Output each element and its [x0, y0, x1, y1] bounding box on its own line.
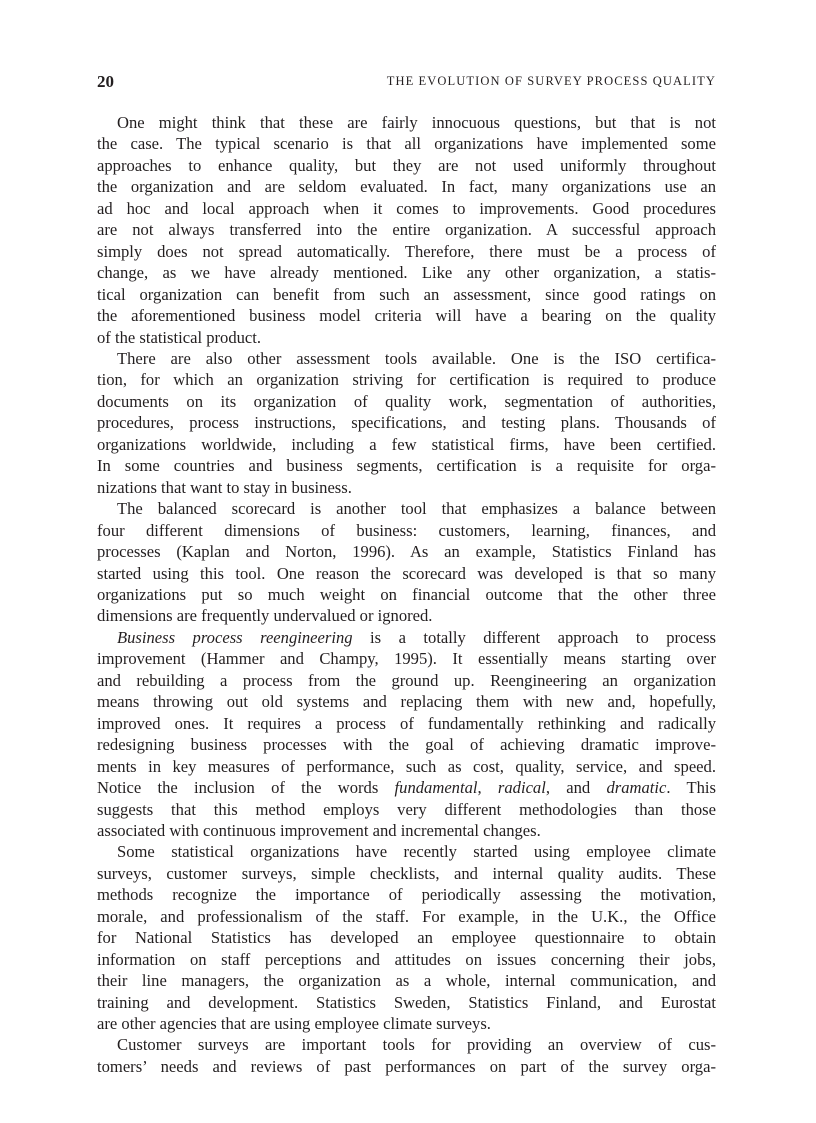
text-segment: , and: [545, 778, 607, 798]
text-line: training and development. Statistics Sweden, Statistics Finland, and Eurostat: [97, 992, 716, 1012]
text-line: means throwing out old systems and replacing them with new and, hopefully,: [97, 692, 716, 712]
text-line: the case. The typical scenario is that all organizations have implemented some: [97, 134, 716, 154]
italic-term: Business process reengineering: [117, 627, 353, 647]
paragraph: [97, 1034, 716, 1077]
text-line: for National Statistics has developed an employee questionnaire to obtain: [97, 928, 716, 948]
text-line: processes (Kaplan and Norton, 1996). As an example, Statistics Finland has: [97, 542, 716, 562]
text-line: four different dimensions of business: customers, learning, finances, and: [97, 520, 716, 540]
paragraph: [97, 348, 716, 498]
text-line: and rebuilding a process from the ground up. Reengineering an organization: [97, 670, 716, 690]
text-line: There are also other assessment tools available. One is the ISO certifica-: [117, 348, 716, 368]
text-line: are not always transferred into the entire organization. A successful approach: [97, 220, 716, 240]
text-line: The balanced scorecard is another tool that emphasizes a balance between: [117, 499, 716, 519]
text-line: Customer surveys are important tools for providing an overview of cus-: [117, 1035, 716, 1055]
text-line: surveys, customer surveys, simple checklists, and internal quality audits. These: [97, 863, 716, 883]
text-line: organizations put so much weight on financial outcome that the other three: [97, 584, 716, 604]
italic-term: radical: [497, 778, 546, 798]
text-line: the aforementioned business model criteria will have a bearing on the quality: [97, 306, 716, 326]
text-line: morale, and professionalism of the staff. For example, in the U.K., the Office: [97, 906, 716, 926]
page-number: 20: [97, 72, 114, 91]
body-text: [97, 112, 716, 1077]
paragraph: [97, 112, 716, 348]
text-line: information on staff perceptions and attitudes on issues concerning their jobs,: [97, 949, 716, 969]
text-line: approaches to enhance quality, but they are not used uniformly throughout: [97, 155, 716, 175]
text-line: organizations worldwide, including a few statistical firms, have been certified.: [97, 434, 716, 454]
text-line: suggests that this method employs very different methodologies than those: [97, 799, 716, 819]
text-line: their line managers, the organization as a whole, internal communication, and: [97, 971, 716, 991]
page-header: [97, 72, 716, 94]
text-line: [97, 627, 716, 648]
text-line: documents on its organization of quality work, segmentation of authorities,: [97, 391, 716, 411]
text-line: are other agencies that are using employee climate surveys.: [97, 1014, 491, 1034]
text-segment: is a totally different approach to process: [352, 627, 717, 647]
text-segment: ,: [477, 778, 498, 798]
text-line: ad hoc and local approach when it comes to improvements. Good procedures: [97, 198, 716, 218]
paragraph: [97, 627, 716, 842]
italic-term: fundamental: [394, 778, 478, 798]
paragraph: [97, 841, 716, 1034]
italic-term: dramatic: [606, 778, 667, 798]
text-line: redesigning business processes with the goal of achieving dramatic improve-: [97, 735, 716, 755]
text-line: One might think that these are fairly innocuous questions, but that is not: [117, 113, 716, 132]
text-line: nizations that want to stay in business.: [97, 477, 352, 497]
text-line: Some statistical organizations have recently started using employee climate: [117, 842, 716, 862]
text-line: improved ones. It requires a process of fundamentally rethinking and radically: [97, 713, 716, 733]
text-line: In some countries and business segments, certification is a requisite for orga-: [97, 456, 716, 476]
text-line: the organization and are seldom evaluated. In fact, many organizations use an: [97, 177, 716, 197]
text-line: of the statistical product.: [97, 327, 262, 347]
text-line: tomers’ needs and reviews of past performances on part of the survey orga-: [97, 1056, 716, 1076]
text-line: procedures, process instructions, specifications, and testing plans. Thousands of: [97, 413, 716, 433]
text-segment: Notice the inclusion of the words: [97, 778, 395, 798]
paragraph: [97, 498, 716, 627]
text-line: simply does not spread automatically. Therefore, there must be a process of: [97, 241, 716, 261]
text-line: [97, 777, 716, 798]
text-line: tion, for which an organization striving for certification is required to produce: [97, 370, 716, 390]
text-line: improvement (Hammer and Champy, 1995). It essentially means starting over: [97, 649, 716, 669]
running-head: THE EVOLUTION OF SURVEY PROCESS QUALITY: [386, 74, 716, 88]
text-segment: . This: [666, 778, 716, 798]
text-line: methods recognize the importance of periodically assessing the motivation,: [97, 885, 716, 905]
text-line: ments in key measures of performance, such as cost, quality, service, and speed.: [97, 756, 716, 776]
text-line: started using this tool. One reason the scorecard was developed is that so many: [97, 563, 716, 583]
text-line: associated with continuous improvement and incremental changes.: [97, 820, 541, 840]
text-line: change, as we have already mentioned. Like any other organization, a statis-: [97, 263, 716, 283]
text-line: tical organization can benefit from such an assessment, since good ratings on: [97, 284, 716, 304]
text-line: dimensions are frequently undervalued or ignored.: [97, 606, 433, 626]
